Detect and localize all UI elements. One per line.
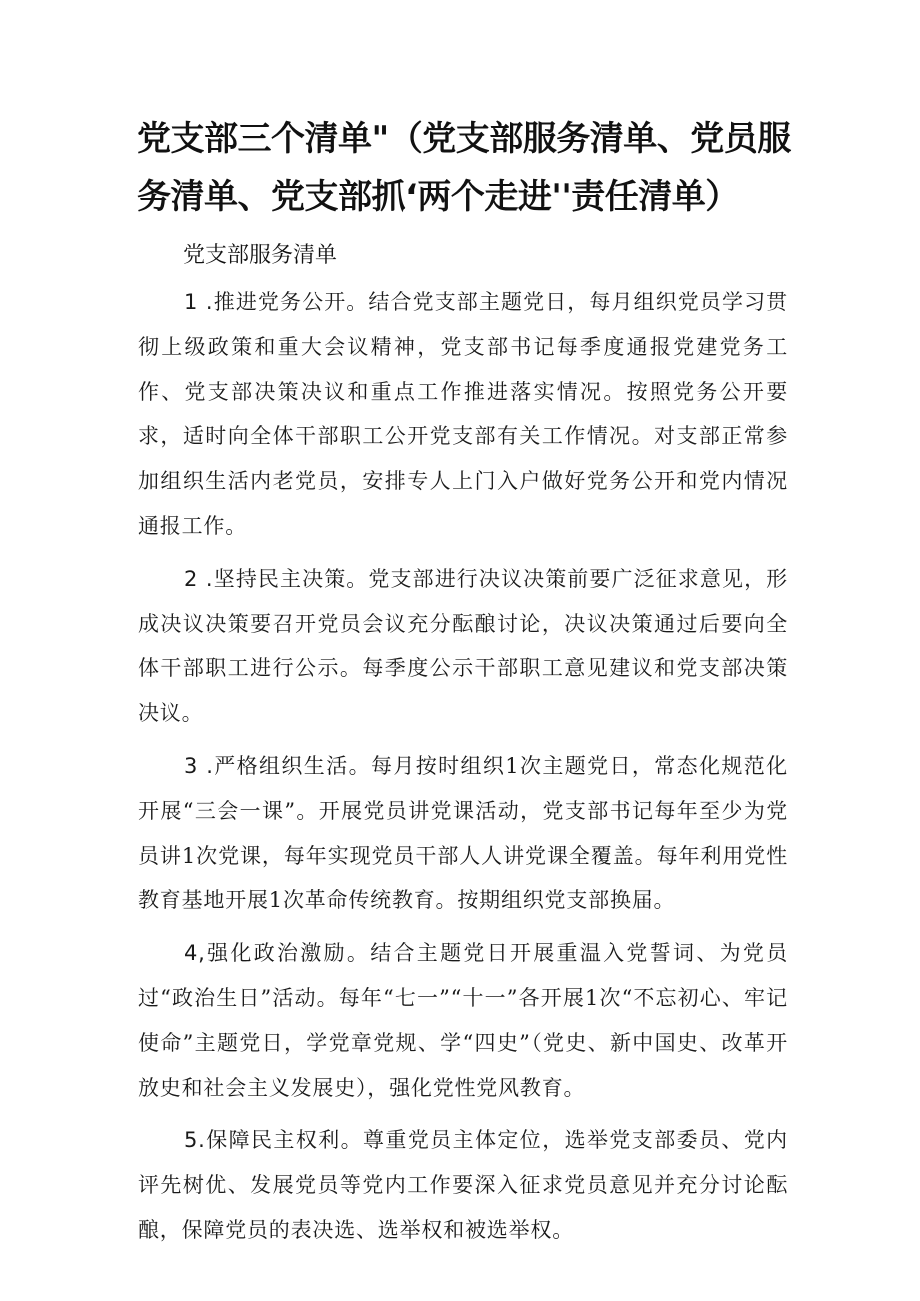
item-number: 1 . xyxy=(184,290,214,314)
list-item xyxy=(138,557,788,736)
item-text: 强化政治激励。结合主题党日开展重温入党誓词、为党员过“政治生日”活动。每年“七一”“十一”各开展1次“不忘初心、牢记使命”主题党日，学党章党规、学“四史”（党史、新中国史、改革开放史和社会主义发展史），强化党性党风教育。 xyxy=(138,941,788,1100)
item-number: 3 . xyxy=(184,753,214,778)
document-body xyxy=(138,280,788,1261)
item-number: 2 . xyxy=(184,566,214,591)
list-item xyxy=(138,931,788,1110)
section-heading: 党支部服务清单 xyxy=(183,243,338,268)
item-text: 推进党务公开。结合党支部主题党日，每月组织党员学习贯彻上级政策和重大会议精神，党支部书记每季度通报党建党务工作、党支部决策决议和重点工作推进落实情况。按照党务公开要求，适时向全体干部职工公开党支部有关工作情况。对支部正常参加组织生活内老党员，安排专人上门入户做好党务公开和党内情况通报工作。 xyxy=(138,290,788,538)
document-title: 党支部三个清单"（党支部服务清单、党员服务清单、党支部抓‘两个走进''责任清单） xyxy=(137,119,791,217)
item-text: 保障民主权利。尊重党员主体定位，选举党支部委员、党内评先树优、发展党员等党内工作要深入征求党员意见并充分讨论酝酿，保障党员的表决选、选举权和被选举权。 xyxy=(138,1128,788,1242)
item-text: 严格组织生活。每月按时组织1次主题党日，常态化规范化开展“三会一课”。开展党员讲党课活动，党支部书记每年至少为党员讲1次党课，每年实现党员干部人人讲党课全覆盖。每年利用党性教育基地开展1次革命传统教育。按期组织党支部换届。 xyxy=(138,753,788,913)
list-item xyxy=(138,744,788,923)
list-item xyxy=(138,1118,788,1252)
list-item xyxy=(138,280,788,549)
item-number: 5. xyxy=(184,1128,206,1153)
item-text: 坚持民主决策。党支部进行决议决策前要广泛征求意见，形成决议决策要召开党员会议充分酝酿讨论，决议决策通过后要向全体干部职工进行公示。每季度公示干部职工意见建议和党支部决策决议。 xyxy=(138,566,788,726)
item-number: 4, xyxy=(184,941,206,966)
